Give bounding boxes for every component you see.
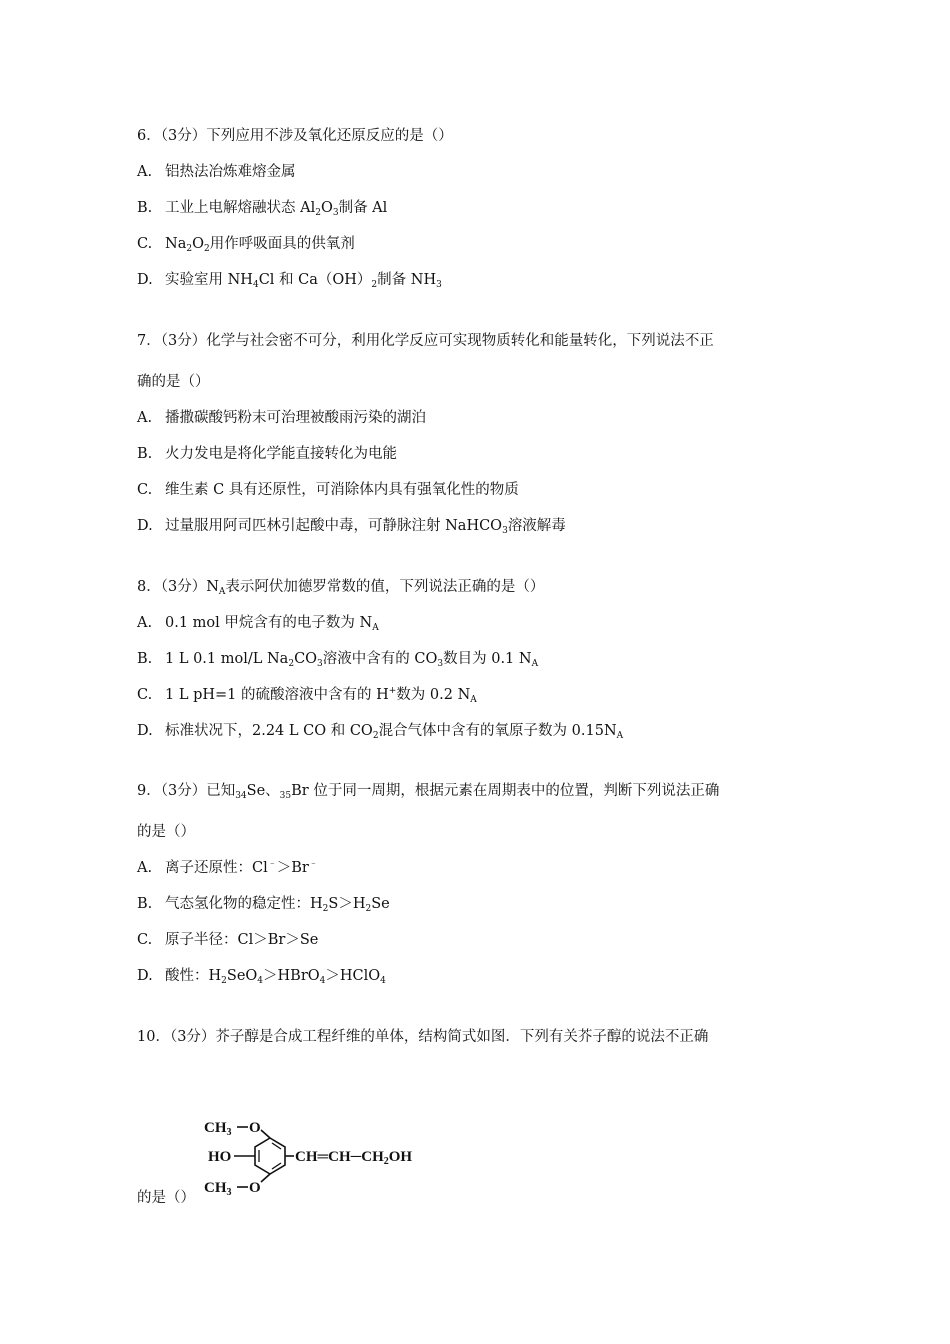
structure-top-ch3: $CH_3$	[204, 1120, 232, 1138]
q7-option-b[interactable]: B. 火力发电是将化学能直接转化为电能	[137, 446, 397, 462]
q7-stem-line2: 确的是（）	[137, 374, 210, 390]
q6-option-d[interactable]: D. 实验室用 $NH_4Cl$ 和 $Ca(OH)_2$制备 $NH_3$	[137, 272, 442, 290]
q6-option-b[interactable]: B. 工业上电解熔融状态 $Al_2O_3$制备 Al	[137, 200, 388, 218]
q7-option-a[interactable]: A. 播撒碳酸钙粉末可治理被酸雨污染的湖泊	[137, 410, 426, 426]
structure-chain: $CH═CH─CH_2OH$	[295, 1149, 413, 1167]
q8-stem: 8．（3分）$N_A$表示阿伏加德罗常数的值，下列说法正确的是（）	[137, 579, 545, 597]
sinapyl-alcohol-structure	[200, 1112, 425, 1202]
q9-option-a[interactable]: A. 离子还原性：Cl﹣＞Br﹣	[137, 859, 318, 876]
structure-bottom-o: O	[249, 1180, 261, 1196]
q8-option-d[interactable]: D. 标准状况下，2.24 L CO 和 $CO_2$混合气体中含有的氧原子数为 $0.15N_A$	[137, 723, 624, 741]
q8-option-b[interactable]: B. 1 L 0.1 mol/L $Na_2CO_3$溶液中含有的 $CO_3$数目为 0.1 $N_A$	[137, 651, 539, 669]
q7-option-c[interactable]: C. 维生素 C 具有还原性，可消除体内具有强氧化性的物质	[137, 482, 519, 498]
q6-option-a[interactable]: A. 铝热法冶炼难熔金属	[137, 164, 296, 180]
q9-option-c[interactable]: C. 原子半径：Cl＞Br＞Se	[137, 932, 319, 948]
q9-option-d[interactable]: D. 酸性：$H_2SeO_4>HBrO_4>HClO_4$	[137, 968, 386, 986]
q9-stem-line2: 的是（）	[137, 824, 195, 840]
bond-o-ring-bottom	[261, 1174, 270, 1182]
q8-option-c[interactable]: C. 1 L pH=1 的硫酸溶液中含有的 H+数为 0.2 $N_A$	[137, 686, 477, 705]
q10-stem-line1: 10．（3分）芥子醇是合成工程纤维的单体，结构简式如图．下列有关芥子醇的说法不正确	[137, 1029, 709, 1045]
bond-o-ring-top	[261, 1130, 270, 1138]
q9-stem-line1: 9．（3分）已知$_{34}$Se、$_{35}$Br 位于同一周期，根据元素在周期表中的位置，判断下列说法正确	[137, 783, 720, 801]
q9-option-b[interactable]: B. 气态氢化物的稳定性：$H_2S>H_2Se$	[137, 896, 390, 914]
q6-stem: 6．（3分）下列应用不涉及氧化还原反应的是（）	[137, 128, 453, 144]
q8-option-a[interactable]: A. 0.1 mol 甲烷含有的电子数为 $N_A$	[137, 615, 379, 633]
structure-top-o: O	[249, 1120, 261, 1136]
q7-option-d[interactable]: D. 过量服用阿司匹林引起酸中毒，可静脉注射 NaHCO$_3$溶液解毒	[137, 518, 566, 536]
structure-ho: HO	[208, 1149, 232, 1165]
structure-bottom-ch3: $CH_3$	[204, 1180, 232, 1198]
q6-option-c[interactable]: C. $Na_2O_2$用作呼吸面具的供氧剂	[137, 236, 355, 254]
q10-stem-line2: 的是（）	[137, 1190, 195, 1206]
q7-stem-line1: 7．（3分）化学与社会密不可分，利用化学反应可实现物质转化和能量转化，下列说法不正	[137, 333, 714, 349]
